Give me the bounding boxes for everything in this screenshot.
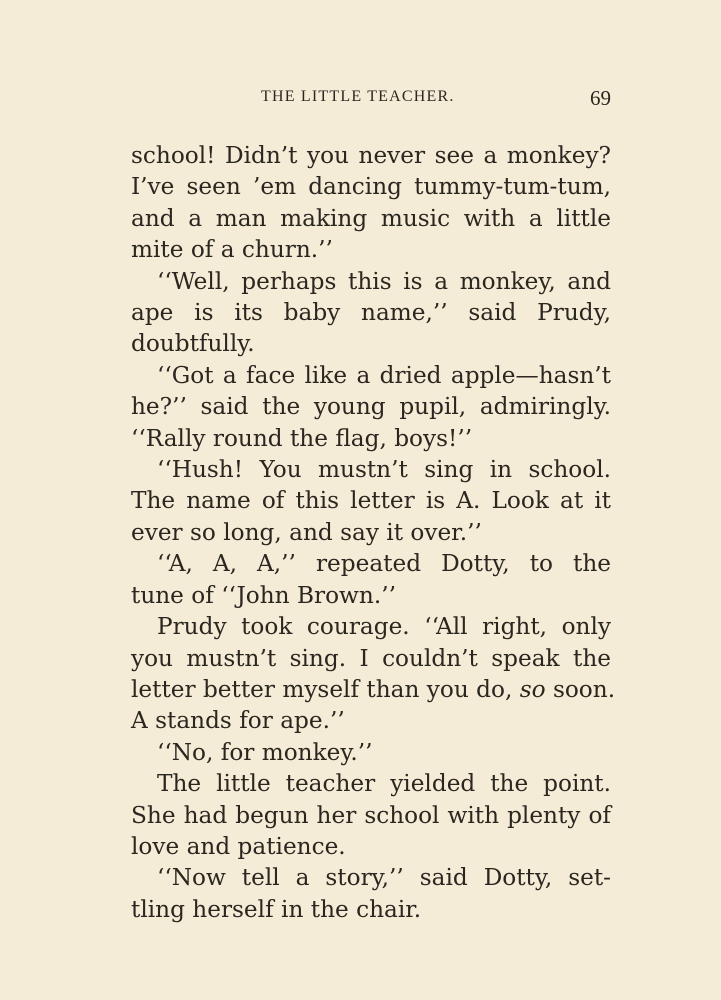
text-line: ‘‘Rally round the flag, boys!’’ <box>131 424 473 452</box>
text-line: A stands for ape.’’ <box>131 707 345 735</box>
text-line: I’ve seen ’em dancing tummy-tum-tum, <box>131 173 611 201</box>
running-head: THE LITTLE TEACHER. <box>261 88 455 105</box>
text-segment: letter better myself than you do, <box>131 675 520 703</box>
page-header <box>131 86 611 112</box>
text-line: ‘‘Hush! You mustn’t sing in school. <box>157 456 611 484</box>
page-number: 69 <box>590 86 611 110</box>
text-line: tune of ‘‘John Brown.’’ <box>131 581 396 609</box>
text-segment: soon. <box>545 675 616 703</box>
text-line: ‘‘A, A, A,’’ repeated Dotty, to the <box>157 550 611 578</box>
text-line: ‘‘Well, perhaps this is a monkey, and <box>157 267 611 295</box>
text-line: love and patience. <box>131 832 346 860</box>
text-line: Prudy took courage. ‘‘All right, only <box>157 613 611 641</box>
text-line: doubtfully. <box>131 330 255 358</box>
text-line: mite of a churn.’’ <box>131 236 333 264</box>
text-line: The name of this letter is A. Look at it <box>131 487 611 515</box>
text-line: ever so long, and say it over.’’ <box>131 518 482 546</box>
text-line: ape is its baby name,’’ said Prudy, <box>131 299 611 327</box>
italic-word: so <box>519 675 546 703</box>
text-line: She had begun her school with plenty of <box>131 801 611 829</box>
text-line: ‘‘No, for monkey.’’ <box>157 738 373 766</box>
body-text <box>131 140 616 925</box>
text-line-with-italic <box>131 674 616 705</box>
text-line: school! Didn’t you never see a monkey? <box>131 142 611 169</box>
text-line: he?’’ said the young pupil, admiringly. <box>131 393 611 421</box>
text-line: you mustn’t sing. I couldn’t speak the <box>131 644 611 672</box>
text-line: ‘‘Got a face like a dried apple—hasn’t <box>157 361 611 389</box>
text-line: and a man making music with a little <box>131 204 611 232</box>
text-line: tling herself in the chair. <box>131 895 422 923</box>
text-line: The little teacher yielded the point. <box>157 770 611 798</box>
text-line: ‘‘Now tell a story,’’ said Dotty, set- <box>157 864 611 892</box>
